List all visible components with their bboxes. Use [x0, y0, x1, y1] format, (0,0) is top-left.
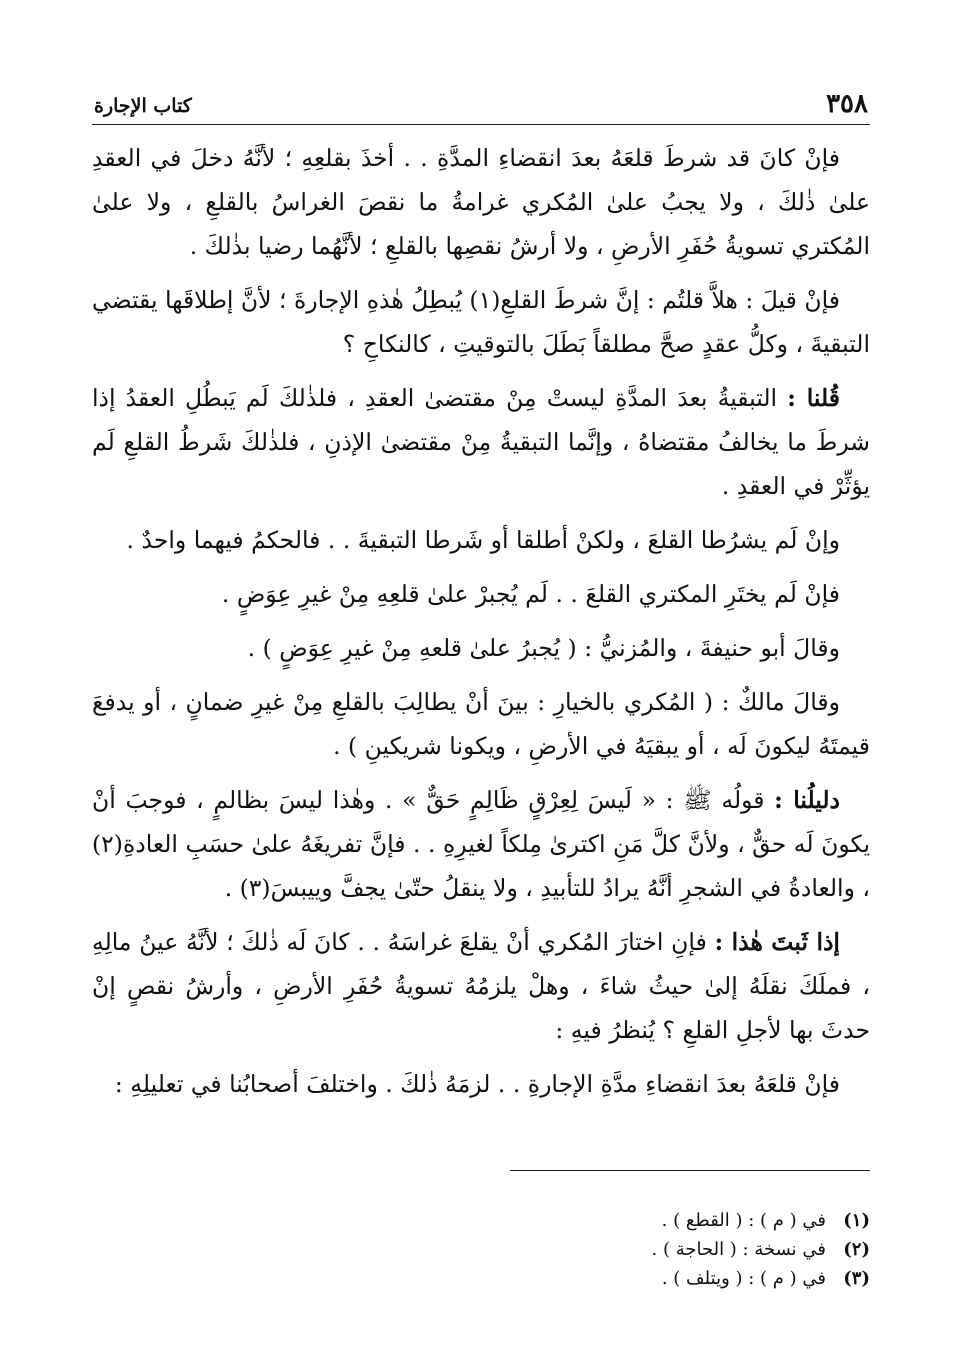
paragraph-lead: دليلُنا : [774, 786, 840, 814]
paragraph [92, 376, 870, 508]
paragraph [92, 920, 870, 1052]
paragraph-text: وقالَ مالكٌ : ( المُكري بالخيارِ : بينَ أنْ يطالِبَ بالقلعِ مِنْ غيرِ ضمانٍ ، أو يدفعَ قيمتَهُ ليكونَ لَه ، أو يبقيَهُ في الأرضِ ، ويكونا شريكينِ ) . [92, 688, 870, 760]
footnote-text: في ( م ) : ( القطع ) . [661, 1210, 826, 1231]
footnote-number: (١) [843, 1210, 870, 1231]
paragraph-text: وقالَ أبو حنيفةَ ، والمُزنيُّ : ( يُجبرُ علىٰ قلعهِ مِنْ غيرِ عِوَضٍ ) . [247, 634, 840, 662]
paragraph [92, 680, 870, 768]
footnote-number: (٣) [843, 1268, 870, 1289]
paragraph-lead: قُلنا : [787, 384, 840, 412]
page-header [92, 88, 870, 120]
page-number: ٣٥٨ [826, 89, 868, 119]
footnote [92, 1264, 870, 1293]
main-text [92, 136, 870, 1116]
footnote-number: (٢) [843, 1239, 870, 1260]
paragraph [92, 1062, 870, 1106]
paragraph [92, 136, 870, 268]
paragraph [92, 778, 870, 910]
paragraph-text: فإنْ لَم يختَرِ المكتري القلعَ . . لَم يُجبرْ علىٰ قلعِهِ مِنْ غيرِ عِوَضٍ . [221, 580, 840, 608]
footnote [92, 1206, 870, 1235]
paragraph [92, 572, 870, 616]
paragraph-text: فإنْ قلعَهُ بعدَ انقضاءِ مدَّةِ الإجارةِ . . لزمَهُ ذٰلكَ . واختلفَ أصحابُنا في تعليلِهِ : [114, 1070, 840, 1098]
paragraph-text: التبقيةُ بعدَ المدَّةِ ليستْ مِنْ مقتضىٰ العقدِ ، فلذٰلكَ لَم يَبطُلِ العقدُ إذا شرطَ ما يخالفُ مقتضاهُ ، وإنَّما التبقيةُ مِنْ مقتضىٰ الإذنِ ، فلذٰلكَ شَرطُ القلعِ لَم يؤثِّرْ في العقدِ . [92, 384, 870, 500]
paragraph-text: وإنْ لَم يشرُطا القلعَ ، ولكنْ أطلقا أو شَرطا التبقيةَ . . فالحكمُ فيهما واحدٌ . [126, 526, 840, 554]
paragraph-text: فإنِ اختارَ المُكري أنْ يقلعَ غراسَهُ . . كانَ لَه ذٰلكَ ؛ لأنَّهُ عينُ مالِهِ ، فملَكَ نقلَهُ إلىٰ حيثُ شاءَ ، وهلْ يلزمُهُ تسويةُ حُفَرِ الأرضِ ، وأرشُ نقصٍ إنْ حدثَ بها لأجلِ القلعِ ؟ يُنظرُ فيهِ : [92, 928, 870, 1044]
footnote-text: في نسخة : ( الحاجة ) . [651, 1239, 826, 1260]
paragraph-text: فإنْ كانَ قد شرطَ قلعَهُ بعدَ انقضاءِ المدَّةِ . . أخذَ بقلعِهِ ؛ لأنَّهُ دخلَ في العقدِ علىٰ ذٰلكَ ، ولا يجبُ علىٰ المُكري غرامةُ ما نقصَ الغراسُ بالقلعِ ، ولا علىٰ المُكتري تسويةُ حُفَرِ الأرضِ ، ولا أرشُ نقصِها بالقلعِ ؛ لأنَّهُما رضيا بذٰلكَ . [92, 144, 870, 260]
paragraph-lead: إذا ثَبتَ هٰذا : [714, 928, 840, 956]
paragraph [92, 278, 870, 366]
footnote-rule [510, 1170, 870, 1171]
footnote-text: في ( م ) : ( ويتلف ) . [661, 1268, 826, 1289]
paragraph-text: فإنْ قيلَ : هلاَّ قلتُم : إنَّ شرطَ القلعِ(١) يُبطِلُ هٰذهِ الإجارةَ ؛ لأنَّ إطلاقَها يقتضي التبقيةَ ، وكلُّ عقدٍ صحَّ مطلقاً بَطَلَ بالتوقيتِ ، كالنكاحِ ؟ [92, 286, 870, 358]
footnotes [92, 1206, 870, 1293]
header-rule [92, 124, 870, 125]
paragraph [92, 626, 870, 670]
paragraph-text: قولُه ﷺ : « لَيسَ لِعِرْقٍ ظَالِمٍ حَقٌّ » . وهٰذا ليسَ بظالمٍ ، فوجبَ أنْ يكونَ لَه حقٌّ ، ولأنَّ كلَّ مَنِ اكترىٰ مِلكاً لغيرِهِ . . فإنَّ تفريغَهُ علىٰ حسَبِ العادةِ(٢) ، والعادةُ في الشجرِ أنَّهُ يرادُ للتأبيدِ ، ولا ينقلُ حتّىٰ يجفَّ وييبسَ(٣) . [92, 786, 870, 902]
running-title: كتاب الإجارة [94, 95, 192, 117]
footnote [92, 1235, 870, 1264]
paragraph [92, 518, 870, 562]
